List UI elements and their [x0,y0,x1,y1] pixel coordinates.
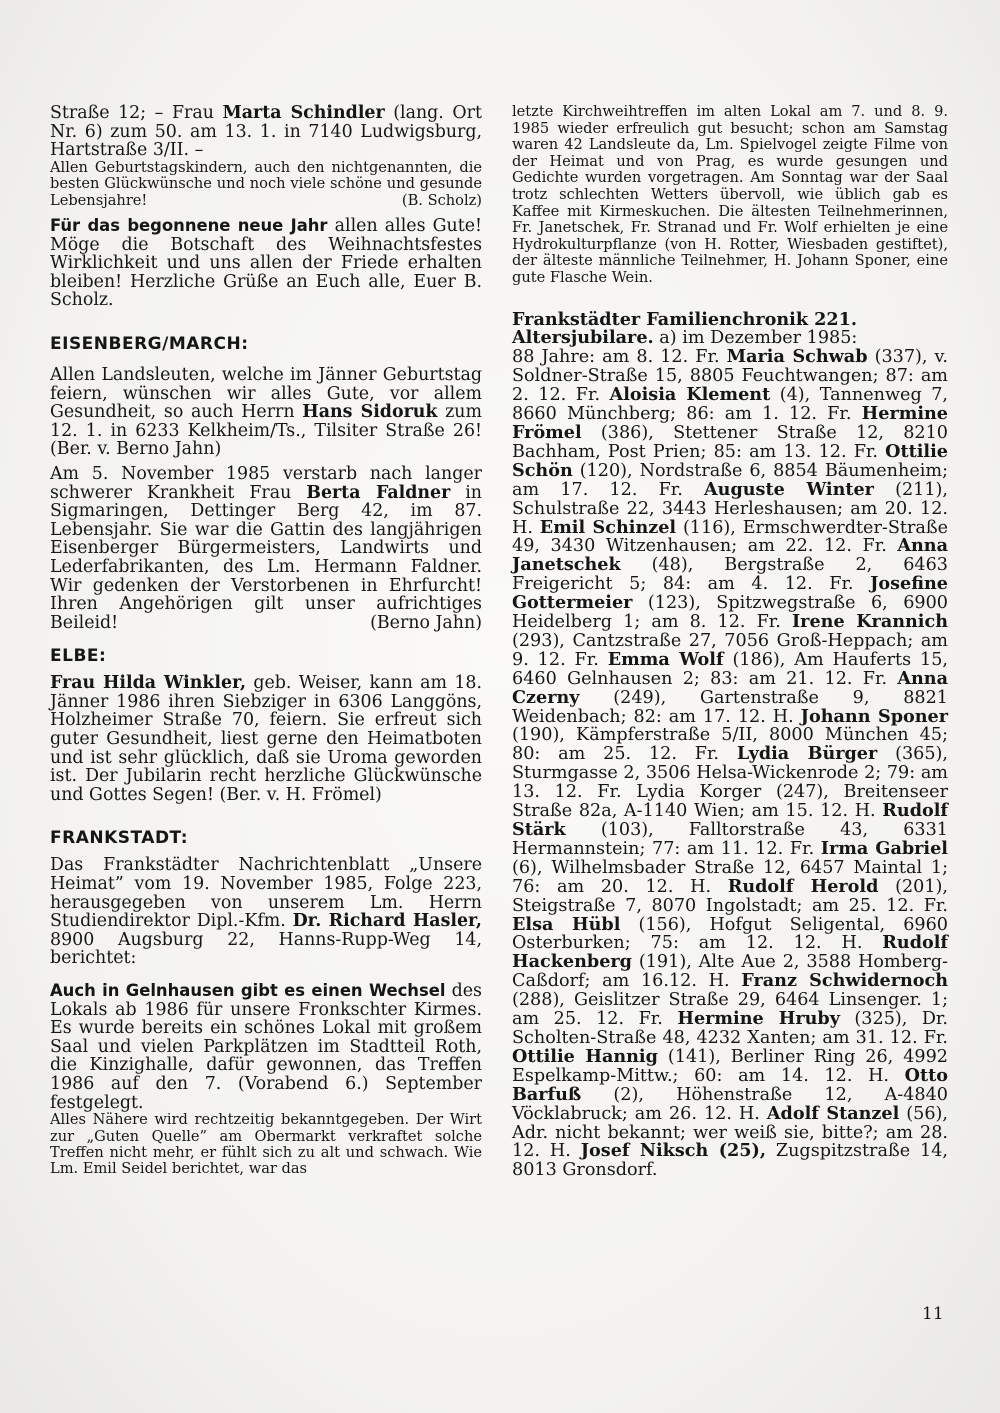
jubilar-details: (2), Höhenstraße 12, A-4840 Vöcklabruck; am 26. 12. H. [512,1084,948,1124]
greeting-signature: (B. Scholz) [401,191,482,209]
chronik-title-text: Frankstädter Familienchronik 221. [512,308,858,330]
jubilar-name: Franz Schwidernoch [741,970,948,992]
jubilar-details: Zugspitzstraße 14, 8013 Gronsdorf. [512,1141,948,1181]
jubilare-intro: a) im Dezember 1985: [653,328,858,349]
jubilar-name: Rudolf Hackenberg [512,932,948,973]
eisenberg-obituary-paragraph [50,465,482,632]
jubilar-name: Auguste Winter [704,478,874,500]
jubilar-details: (337), v. Soldner-Straße 15, 8805 Feuchtwangen; 87: am 2. 12. Fr. [512,347,948,406]
jubilar-details: (120), Nordstraße 6, 8854 Bäumenheim; am 17. 12. Fr. [512,460,948,500]
jubilar-details: (211), Schulstraße 22, 3443 Herleshausen; am 20. 12. H. [512,479,948,538]
jubilar-name: Josefine Gottermeier [512,573,948,614]
jubilar-details: (190), Kämpferstraße 5/II, 8000 München 45; 80: am 25. 12. Fr. [512,725,948,765]
jubilar-name: Irma Gabriel [820,837,948,859]
jubilar-name: Josef Niksch (25), [580,1140,766,1162]
jubilar-details: (123), Spitzwegstraße 6, 6900 Heidelberg 1; am 8. 12. Fr. [512,593,948,633]
jubilar-details: (103), Falltorstraße 43, 6331 Hermannstein; 77: am 11. 12. Fr. [512,820,948,859]
section-heading-eisenberg: EISENBERG/MARCH: [50,333,249,354]
frankstadt-lead-paragraph [50,982,482,1112]
frankstadt-small-paragraph: Alles Nähere wird rechtzeitig bekanntgegeben. Der Wirt zur „Guten Quelle” am Obermarkt verkraftet solche Treffen nicht mehr, er fühlt sich zu alt und schwach. Wie Lm. Emil Seidel berichtet, war das [50,1111,482,1178]
jubilar-name: Johann Sponer [800,705,948,727]
jubilar-details: (288), Geislitzer Straße 29, 6464 Linsenger. 1; am 25. 12. Fr. [512,990,948,1030]
eisenberg-p2-text: Am 5. November 1985 verstarb nach langer schwerer Krankheit Frau [50,463,482,503]
section-heading-elbe: ELBE: [50,646,107,667]
jubilar-details: (186), Am Hauferts 15, 6460 Gelnhausen 2; 83: am 21. 12. Fr. [512,649,949,689]
eisenberg-p2-rest: in Sigmaringen, Dettinger Berg 42, im 87. Lebensjahr. Sie war die Gattin des langjährigen Eisenberger Bürgermeisters, Landwirts und Lederfabrikanten, des Lm. Hermann Faldner. Wir gedenken der Verstorbenen in Ehrfurcht! Ihren Angehörigen gilt unser aufrichtiges Beileid! [50,482,482,633]
jubilar-details: (191), Alte Aue 2, 3588 Homberg-Caßdorf; am 16.12. H. [512,952,948,992]
elbe-paragraph [50,674,482,804]
jubilare-paragraph [512,329,948,1180]
page-number: 11 [922,1304,944,1324]
jubilar-details: (4), Tannenweg 7, 8660 Münchberg; 86: am 1. 12. Fr. [512,385,949,425]
jubilar-name: Elsa Hübl [512,913,621,935]
frankstadt-lead-text: des Lokals ab 1986 für unsere Fronkschter Kirmes. Es wurde bereits ein schönes Lokal mit großem Saal und vielen Parkplätzen im Stadtteil Roth, die Kinzighalle, dafür gewonnen, das Treffen 1986 auf den 7. (Vorabend 6.) September festgelegt. [50,981,482,1113]
jubilar-name: Aloisia Klement [609,384,771,406]
jubilar-details: (325), Dr. Scholten-Straße 48, 4232 Xanten; am 31. 12. Fr. [512,1009,948,1048]
jubilar-name: Otto Barfuß [512,1064,948,1105]
jubilar-name: Lydia Bürger [736,743,878,765]
eisenberg-signature: (Berno Jahn) [370,612,482,633]
jubilar-name: Anna Czerny [512,667,948,708]
jubilar-details: (116), Ermschwerdter-Straße 49, 3430 Witzenhausen; am 22. 12. Fr. [512,517,949,557]
jubilar-details: (249), Gartenstraße 9, 8821 Weidenbach; 82: am 17. 12. H. [512,687,948,727]
right-column [512,104,948,1180]
jubilar-details: (201), Steigstraße 7, 8070 Ingolstadt; am 25. 12. Fr. [512,876,948,916]
frankstadt-p1-name: Dr. Richard Hasler, [292,911,482,932]
elbe-name: Frau Hilda Winkler, [50,673,247,694]
jubilar-name: Adolf Stanzel [766,1102,900,1124]
jubilar-name: Irene Krannich [791,611,948,633]
newyear-text: allen alles Gute! Möge die Botschaft des Weihnachtsfestes Wirklichkeit und uns allen der Friede erhalten bleiben! Herzliche Grüße an Euch alle, Euer B. Scholz. [50,216,482,311]
jubilar-name: Maria Schwab [726,346,868,368]
frankstadt-p1-text: Das Frankstädter Nachrichtenblatt „Unsere Heimat” vom 19. November 1985, Folge 223, herausgegeben von unserem Lm. Herrn Studiendirektor Dipl.-Kfm. [50,855,482,932]
jubilar-details: (156), Hofgut Seligental, 6960 Osterburken; 75: am 12. 12. H. [512,914,948,954]
intro-rest: (lang. Ort Nr. 6) zum 50. am 13. 1. in 7140 Ludwigsburg, Hartstraße 3/II. – [50,103,482,161]
eisenberg-p1-rest: zum 12. 1. in 6233 Kelkheim/Ts., Tilsiter Straße 26! (Ber. v. Berno Jahn) [50,402,482,460]
eisenberg-p1-text: Allen Landsleuten, welche im Jänner Geburtstag feiern, wünschen wir alles Gute, vor allem Gesundheit, so auch Herrn [50,364,482,423]
frankstadt-intro-paragraph [50,856,482,968]
jubilar-name: Rudolf Herold [727,875,879,897]
jubilar-details: (141), Berliner Ring 26, 4992 Espelkamp-Mittw.; 60: am 14. 12. H. [512,1046,949,1086]
jubilar-details: 88 Jahre: am 8. 12. Fr. [512,347,727,368]
intro-name: Marta Schindler [222,103,385,123]
left-column [50,104,482,1178]
intro-text: Straße 12; – Frau [50,103,223,123]
newyear-paragraph [50,217,482,310]
jubilar-details: (365), Sturmgasse 2, 3506 Helsa-Wickenrode 2; 79: am 13. 12. Fr. Lydia Korger (247), Breitenseer Straße 82a, A-1140 Wien; am 15. 12. H. [512,744,948,822]
intro-paragraph [50,104,482,160]
eisenberg-birthday-paragraph [50,366,482,459]
jubilar-name: Ottilie Schön [512,440,948,481]
kirchweih-paragraph: letzte Kirchweihtreffen im alten Lokal am 7. und 8. 9. 1985 wieder erfreulich gut besucht; schon am Samstag waren 42 Landsleute da, Lm. Spielvogel zeigte Filme von der Heimat und von Prag, es wurde gesungen und Gedichte wurden vorgetragen. Am Sonntag war der Saal trotz schlechten Wetters übervoll, wie üblich gab es Kaffee mit Kirmeskuchen. Die ältesten Teilnehmerinnen, Fr. Janetschek, Fr. Stranad und Fr. Wolf erhielten je eine Hydrokulturpflanze (von H. Rotter, Wiesbaden gestiftet), der älteste männliche Teilnehmer, H. Johann Sponer, eine gute Flasche Wein. [512,103,948,286]
jubilar-name: Anna Janetschek [512,535,948,576]
jubilar-details: (48), Bergstraße 2, 6463 Freigericht 5; 84: am 4. 12. Fr. [512,555,948,595]
jubilar-name: Rudolf Stärk [512,800,948,840]
greeting-text: Allen Geburtstagskindern, auch den nichtgenannten, die besten Glückwünsche und noch viele schöne und gesunde Lebensjahre! [50,158,482,209]
frankstadt-lead-heading: Auch in Gelnhausen gibt es einen Wechsel [50,981,446,1000]
jubilar-details: (386), Stettener Straße 12, 8210 Bachham, Post Prien; 85: am 13. 12. Fr. [512,422,948,462]
elbe-text: geb. Weiser, kann am 18. Jänner 1986 ihren Siebziger in 6306 Langgöns, Holzheimer Straße 70, feiern. Sie erfreut sich guter Gesundheit, liest gerne den Heimatboten und ist sehr glücklich, daß sie Uroma geworden ist. Der Jubilarin recht herzliche Glückwünsche und Gottes Segen! (Ber. v. H. Frömel) [50,673,482,805]
frankstadt-p1-rest: 8900 Augsburg 22, Hanns-Rupp-Weg 14, berichtet: [50,929,482,969]
eisenberg-p2-name: Berta Faldner [306,482,451,503]
jubilar-name: Emil Schinzel [539,516,677,538]
jubilar-details: (6), Wilhelmsbader Straße 12, 6457 Maintal 1; 76: am 20. 12. H. [512,857,948,897]
jubilar-details: (293), Cantzstraße 27, 7056 Groß-Heppach; am 9. 12. Fr. [512,630,948,670]
jubilar-name: Hermine Frömel [512,403,948,443]
section-heading-frankstadt: FRANKSTADT: [50,828,189,849]
jubilar-details: (56), Adr. nicht bekannt; wer weiß sie, bitte?; am 28. 12. H. [512,1103,948,1162]
eisenberg-p1-name: Hans Sidoruk [302,402,438,423]
jubilar-name: Hermine Hruby [677,1008,840,1030]
jubilar-name: Ottilie Hannig [512,1045,658,1067]
newyear-heading: Für das begonnene neue Jahr [50,216,328,235]
jubilare-label: Altersjubilare. [512,327,654,349]
greeting-paragraph [50,160,482,209]
jubilar-name: Emma Wolf [607,648,724,670]
jubilare-entries [512,347,948,1180]
